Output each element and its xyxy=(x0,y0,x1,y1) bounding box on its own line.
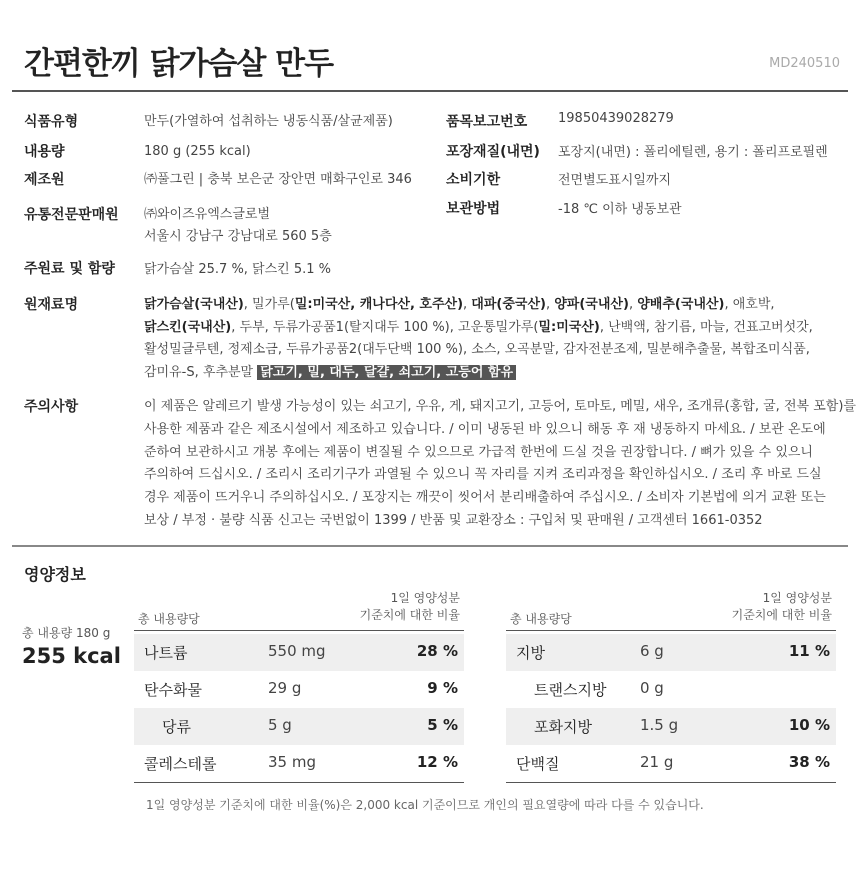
text-segment: 닭가슴살(국내산) xyxy=(144,297,244,312)
nutrition-row xyxy=(134,745,464,782)
text-segment: 감미유-S, 후추분말 xyxy=(144,364,258,380)
section-divider xyxy=(12,545,848,547)
raw-materials-label: 원재료명 xyxy=(24,297,79,313)
info-value-line xyxy=(144,141,251,163)
caution-line: 이 제품은 알레르기 발생 가능성이 있는 쇠고기, 우유, 게, 돼지고기, 고등어, 토마토, 메밀, 새우, 조개류(홍합, 굴, 전복 포함)를 xyxy=(144,399,856,414)
info-value xyxy=(144,141,251,163)
nutrient-amount: 6 g xyxy=(640,642,664,660)
nutrient-amount: 1.5 g xyxy=(640,716,679,734)
text-segment: 닭스킨(국내산) xyxy=(144,319,232,335)
nutrition-row xyxy=(506,671,836,708)
nutrient-amount: 0 g xyxy=(640,679,664,697)
info-label: 식품유형 xyxy=(24,114,79,130)
text-segment: ㈜와이즈유엑스글로벌 xyxy=(144,207,271,222)
raw-materials-line xyxy=(144,362,813,385)
nutrient-name: 지방 xyxy=(516,644,545,662)
text-segment: 서울시 강남구 강남대로 560 5층 xyxy=(144,229,332,244)
nutrient-amount: 550 mg xyxy=(268,642,326,660)
info-value: 포장지(내면) : 폴리에틸렌, 용기 : 폴리프로필렌 xyxy=(558,145,828,160)
nutrient-amount: 35 mg xyxy=(268,753,316,771)
nutrition-total-kcal: 255 kcal xyxy=(22,644,121,668)
nutrient-percent: 12 % xyxy=(416,753,458,771)
allergen-highlight: 닭고기, 밀, 대두, 달걀, 쇠고기, 고등어 함유 xyxy=(257,365,516,380)
raw-materials-line xyxy=(144,294,813,317)
nutrient-name: 트랜스지방 xyxy=(534,681,607,699)
caution-line: 보상 / 부정 · 불량 식품 신고는 국번없이 1399 / 반품 및 교환장소 : 구입처 및 판매원 / 고객센터 1661-0352 xyxy=(144,512,763,528)
nutrition-row xyxy=(134,634,464,671)
text-segment: 만두(가열하여 섭취하는 냉동식품/살균제품) xyxy=(144,114,393,129)
product-header xyxy=(0,0,860,92)
info-label: 품목보고번호 xyxy=(446,114,528,130)
nutrient-name: 나트륨 xyxy=(144,644,188,662)
caution-line: 준하여 보관하시고 개봉 후에는 제품이 변질될 수 있으므로 가급적 한번에 드실 것을 권장합니다. / 뼈가 있을 수 있으니 xyxy=(144,444,813,460)
text-segment: , 두부, 두류가공품1(탈지대두 100 %), 고운통밀가루( xyxy=(231,319,539,335)
top-divider xyxy=(12,90,848,92)
nutrient-name: 콜레스테롤 xyxy=(144,755,217,773)
info-value: 전면별도표시일까지 xyxy=(558,173,672,188)
nutrition-head-left: 총 내용량당 xyxy=(138,612,200,626)
text-segment: 양배추(국내산) xyxy=(637,297,725,312)
caution-line: 경우 제품이 뜨거우니 주의하십시오. / 포장지는 깨끗이 씻어서 분리배출하여 주십시오. / 소비자 기본법에 의거 교환 또는 xyxy=(144,490,826,506)
text-segment: , xyxy=(463,297,472,312)
nutrition-head-right xyxy=(732,590,832,624)
product-code: MD240510 xyxy=(769,56,840,71)
text-segment: 대파(중국산) xyxy=(471,297,546,312)
info-value-line xyxy=(144,204,332,226)
nutrient-amount: 29 g xyxy=(268,679,302,697)
nutrition-head-rule xyxy=(506,630,836,631)
text-segment: , 애호박, xyxy=(724,297,775,312)
daily-value-head-line2: 기준치에 대한 비율 xyxy=(359,608,460,622)
nutrition-footnote: 1일 영양성분 기준치에 대한 비율(%)은 2,000 kcal 기준이므로 개인의 필요열량에 따라 다를 수 있습니다. xyxy=(146,798,704,812)
nutrition-row xyxy=(506,708,836,745)
text-segment: , 난백액, 참기름, 마늘, 건표고버섯갓, xyxy=(599,319,813,335)
nutrition-bottom-rule xyxy=(134,782,464,783)
info-value: 19850439028279 xyxy=(558,111,674,126)
nutrient-amount: 5 g xyxy=(268,716,292,734)
nutrition-row xyxy=(134,671,464,708)
nutrition-head-left: 총 내용량당 xyxy=(510,612,572,626)
info-value-line xyxy=(144,169,412,191)
nutrition-title: 영양정보 xyxy=(24,565,86,584)
nutrient-percent: 10 % xyxy=(788,716,830,734)
nutrient-amount: 21 g xyxy=(640,753,674,771)
text-segment: 양파(국내산) xyxy=(554,297,629,312)
nutrition-head-rule xyxy=(134,630,464,631)
nutrition-bottom-rule xyxy=(506,782,836,783)
raw-materials-line xyxy=(144,317,813,340)
daily-value-head-line2: 기준치에 대한 비율 xyxy=(731,608,832,622)
info-value xyxy=(144,169,412,191)
nutrient-percent: 38 % xyxy=(788,753,830,771)
info-value: -18 ℃ 이하 냉동보관 xyxy=(558,202,682,217)
nutrition-head-right xyxy=(360,590,460,624)
info-label: 포장재질(내면) xyxy=(446,144,540,160)
nutrient-name: 당류 xyxy=(162,718,191,736)
info-label: 보관방법 xyxy=(446,201,501,217)
text-segment: 활성밀글루텐, 정제소금, 두류가공품2(대두단백 100 %), 소스, 오곡분말, 감자전분조제, 밀분해추출물, 복합조미식품, xyxy=(144,342,810,357)
nutrition-row xyxy=(134,708,464,745)
nutrient-percent: 5 % xyxy=(427,716,458,734)
text-segment: , xyxy=(545,297,555,312)
info-value xyxy=(144,204,332,248)
raw-materials-value xyxy=(144,294,813,384)
nutrition-total-label: 총 내용량 180 g xyxy=(22,626,111,640)
text-segment: 밀:미국산, 캐나다산, 호주산) xyxy=(294,297,464,312)
caution-label: 주의사항 xyxy=(24,399,79,415)
text-segment: , xyxy=(628,297,638,312)
info-value xyxy=(144,111,393,133)
caution-value xyxy=(144,396,856,533)
raw-materials-line xyxy=(144,339,813,362)
nutrient-name: 탄수화물 xyxy=(144,681,202,699)
nutrient-name: 포화지방 xyxy=(534,718,592,736)
caution-line: 사용한 제품과 같은 제조시설에서 제조하고 있습니다. / 이미 냉동된 바 있으니 해동 후 재 냉동하지 마세요. / 보관 온도에 xyxy=(144,421,826,437)
info-value-line xyxy=(144,226,332,248)
nutrient-percent: 9 % xyxy=(427,679,458,697)
nutrition-row xyxy=(506,634,836,671)
caution-line: 주의하여 드십시오. / 조리시 조리기구가 과열될 수 있으니 꼭 자리를 지켜 조리과정을 확인하십시오. / 조리 후 바로 드실 xyxy=(144,467,822,483)
info-value-line xyxy=(144,111,393,133)
daily-value-head-line1: 1일 영양성분 xyxy=(390,591,460,605)
text-segment: 180 g (255 kcal) xyxy=(144,144,251,159)
info-label: 내용량 xyxy=(24,144,65,160)
info-label: 소비기한 xyxy=(446,172,501,188)
nutrient-name: 단백질 xyxy=(516,755,560,773)
nutrient-percent: 11 % xyxy=(788,642,830,660)
text-segment: , 밀가루( xyxy=(243,297,295,312)
text-segment: 밀:미국산) xyxy=(538,319,600,335)
nutrient-percent: 28 % xyxy=(416,642,458,660)
nutrition-row xyxy=(506,745,836,782)
main-ingredient-value: 닭가슴살 25.7 %, 닭스킨 5.1 % xyxy=(144,262,332,277)
info-label: 유통전문판매원 xyxy=(24,207,119,223)
info-label: 제조원 xyxy=(24,172,65,188)
main-ingredient-label: 주원료 및 함량 xyxy=(24,261,115,277)
text-segment: ㈜풀그린 | 충북 보은군 장안면 매화구인로 346 xyxy=(144,172,412,187)
daily-value-head-line1: 1일 영양성분 xyxy=(762,591,832,605)
product-title: 간편한끼 닭가슴살 만두 xyxy=(24,46,334,82)
